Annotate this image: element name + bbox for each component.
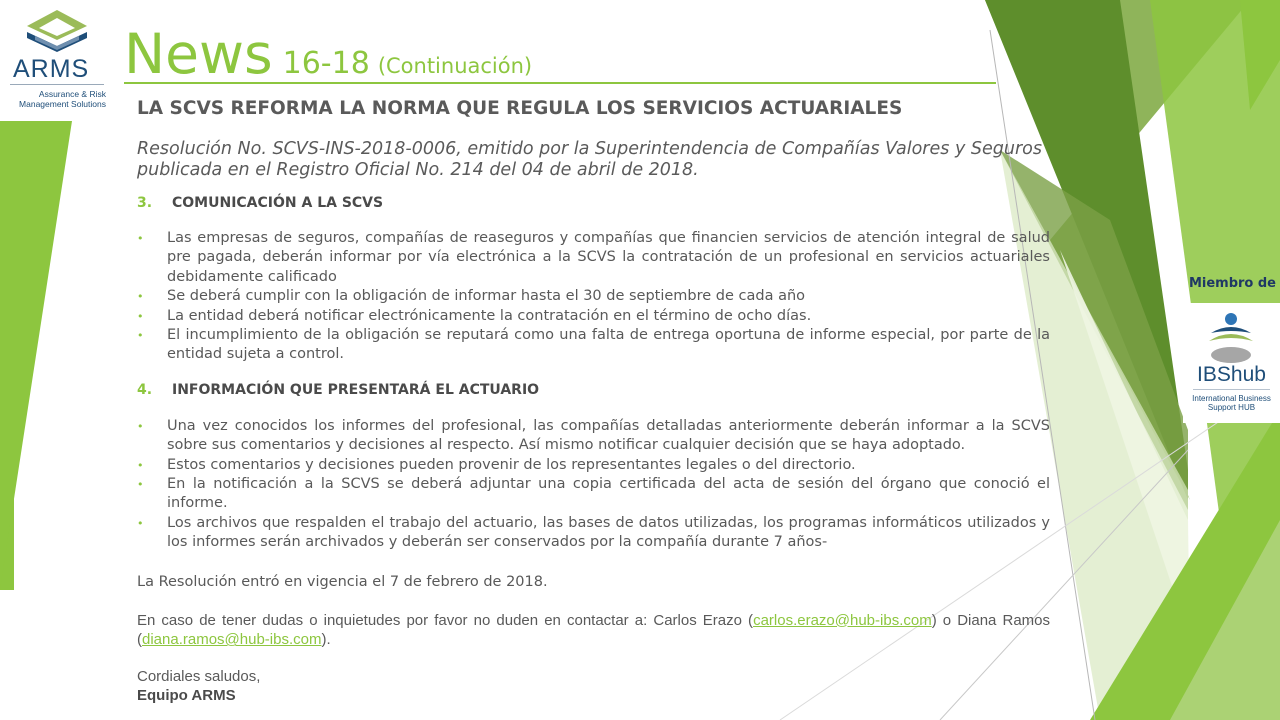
bullet-icon: • (137, 458, 144, 472)
email-link-carlos[interactable]: carlos.erazo@hub-ibs.com (753, 611, 932, 629)
list-item-text: Las empresas de seguros, compañías de reaseguros y compañías que financien servicios de atención integral de salud pre pagada, deberán informar por vía electrónica a la SCVS la contratación de un profesional en servicios actuariales debidamente calificado (167, 230, 1050, 285)
ibshub-tagline-line-1: International Business (1192, 394, 1271, 403)
member-label: Miembro de (1188, 276, 1276, 291)
list-item-text: Una vez conocidos los informes del profesional, las compañías detalladas anteriormente deberán informar a la SCVS sobre sus comentarios y decisiones al respecto. Así mismo notificar cualquier decisión que se haya adoptado. (167, 417, 1050, 454)
arms-emblem-icon (25, 8, 89, 52)
section-3-list (137, 229, 1050, 365)
section-title: COMUNICACIÓN A LA SCVS (172, 195, 384, 211)
main-content (137, 98, 1050, 706)
bullet-icon: • (137, 329, 144, 343)
tagline-line-1: Assurance & Risk (38, 89, 106, 99)
list-item-text: La entidad deberá notificar electrónicamente la contratación en el término de ocho días. (167, 307, 812, 324)
list-item-text: El incumplimiento de la obligación se reputará como una falta de entrega oportuna de informe especial, por parte de la entidad sujeta a control. (167, 327, 1050, 363)
list-item (137, 307, 1050, 326)
list-item (137, 417, 1050, 456)
title-underline (124, 82, 996, 84)
contact-text-middle: ) o Diana Ramos ( (137, 611, 1051, 649)
list-item (137, 456, 1050, 475)
section-number: 3. (137, 195, 153, 211)
article-heading: LA SCVS REFORMA LA NORMA QUE REGULA LOS SERVICIOS ACTUARIALES (137, 98, 903, 119)
ibshub-logo (1183, 303, 1280, 423)
title-number: 16-18 (282, 46, 370, 81)
logo-divider (10, 84, 104, 85)
bullet-icon: • (137, 309, 144, 323)
bullet-icon: • (137, 516, 144, 530)
ibshub-tagline-line-2: Support HUB (1207, 403, 1256, 412)
arms-logo-tagline (10, 89, 106, 109)
title-news: News (124, 22, 273, 86)
email-link-diana[interactable]: diana.ramos@hub-ibs.com (142, 631, 322, 649)
list-item-text: Los archivos que respalden el trabajo del actuario, las bases de datos utilizadas, los programas informáticos utilizados y los informes serán archivados y deberán ser conservados por la compañía durante 7 años- (167, 514, 1050, 551)
arms-logo-name: ARMS (13, 55, 90, 83)
ibshub-emblem-icon (1203, 311, 1260, 363)
list-item (137, 514, 1050, 553)
list-item (137, 326, 1050, 365)
section-4-list (137, 417, 1050, 553)
list-item (137, 229, 1050, 287)
contact-paragraph (137, 611, 1050, 650)
bullet-icon: • (137, 478, 144, 492)
ibshub-name: IBShub (1197, 363, 1266, 386)
bullet-icon: • (137, 419, 144, 433)
arms-logo (0, 0, 125, 121)
list-item (137, 475, 1050, 514)
section-number: 4. (137, 381, 153, 398)
validity-note: La Resolución entró en vigencia el 7 de febrero de 2018. (137, 573, 548, 590)
section-4-header (137, 382, 1050, 404)
signature: Equipo ARMS (137, 687, 236, 705)
title-continuation: (Continuación) (377, 54, 533, 78)
ibshub-tagline (1183, 394, 1280, 412)
tagline-line-2: Management Solutions (19, 99, 106, 109)
bullet-icon: • (137, 290, 144, 304)
list-item (137, 287, 1050, 306)
bullet-icon: • (137, 232, 144, 245)
resolution-reference: Resolución No. SCVS-INS-2018-0006, emitido por la Superintendencia de Compañías Valores y Seguros publicada en el Registro Oficial No. 214 del 04 de abril de 2018. (137, 139, 1042, 180)
list-item-text: En la notificación a la SCVS se deberá adjuntar una copia certificada del acta de sesión del órgano que conoció el informe. (167, 476, 1050, 512)
list-item-text: Estos comentarios y decisiones pueden provenir de los representantes legales o del directorio. (167, 456, 856, 473)
closing-salutation: Cordiales saludos, (137, 667, 261, 685)
contact-text-before: En caso de tener dudas o inquietudes por favor no duden en contactar a: Carlos Erazo ( (137, 611, 754, 629)
ibshub-divider (1193, 389, 1270, 390)
page-title (124, 22, 532, 86)
section-title: INFORMACIÓN QUE PRESENTARÁ EL ACTUARIO (172, 381, 540, 398)
list-item-text: Se deberá cumplir con la obligación de informar hasta el 30 de septiembre de cada año (167, 288, 806, 305)
section-3-header (137, 195, 1050, 217)
contact-text-after: ). (321, 631, 331, 649)
